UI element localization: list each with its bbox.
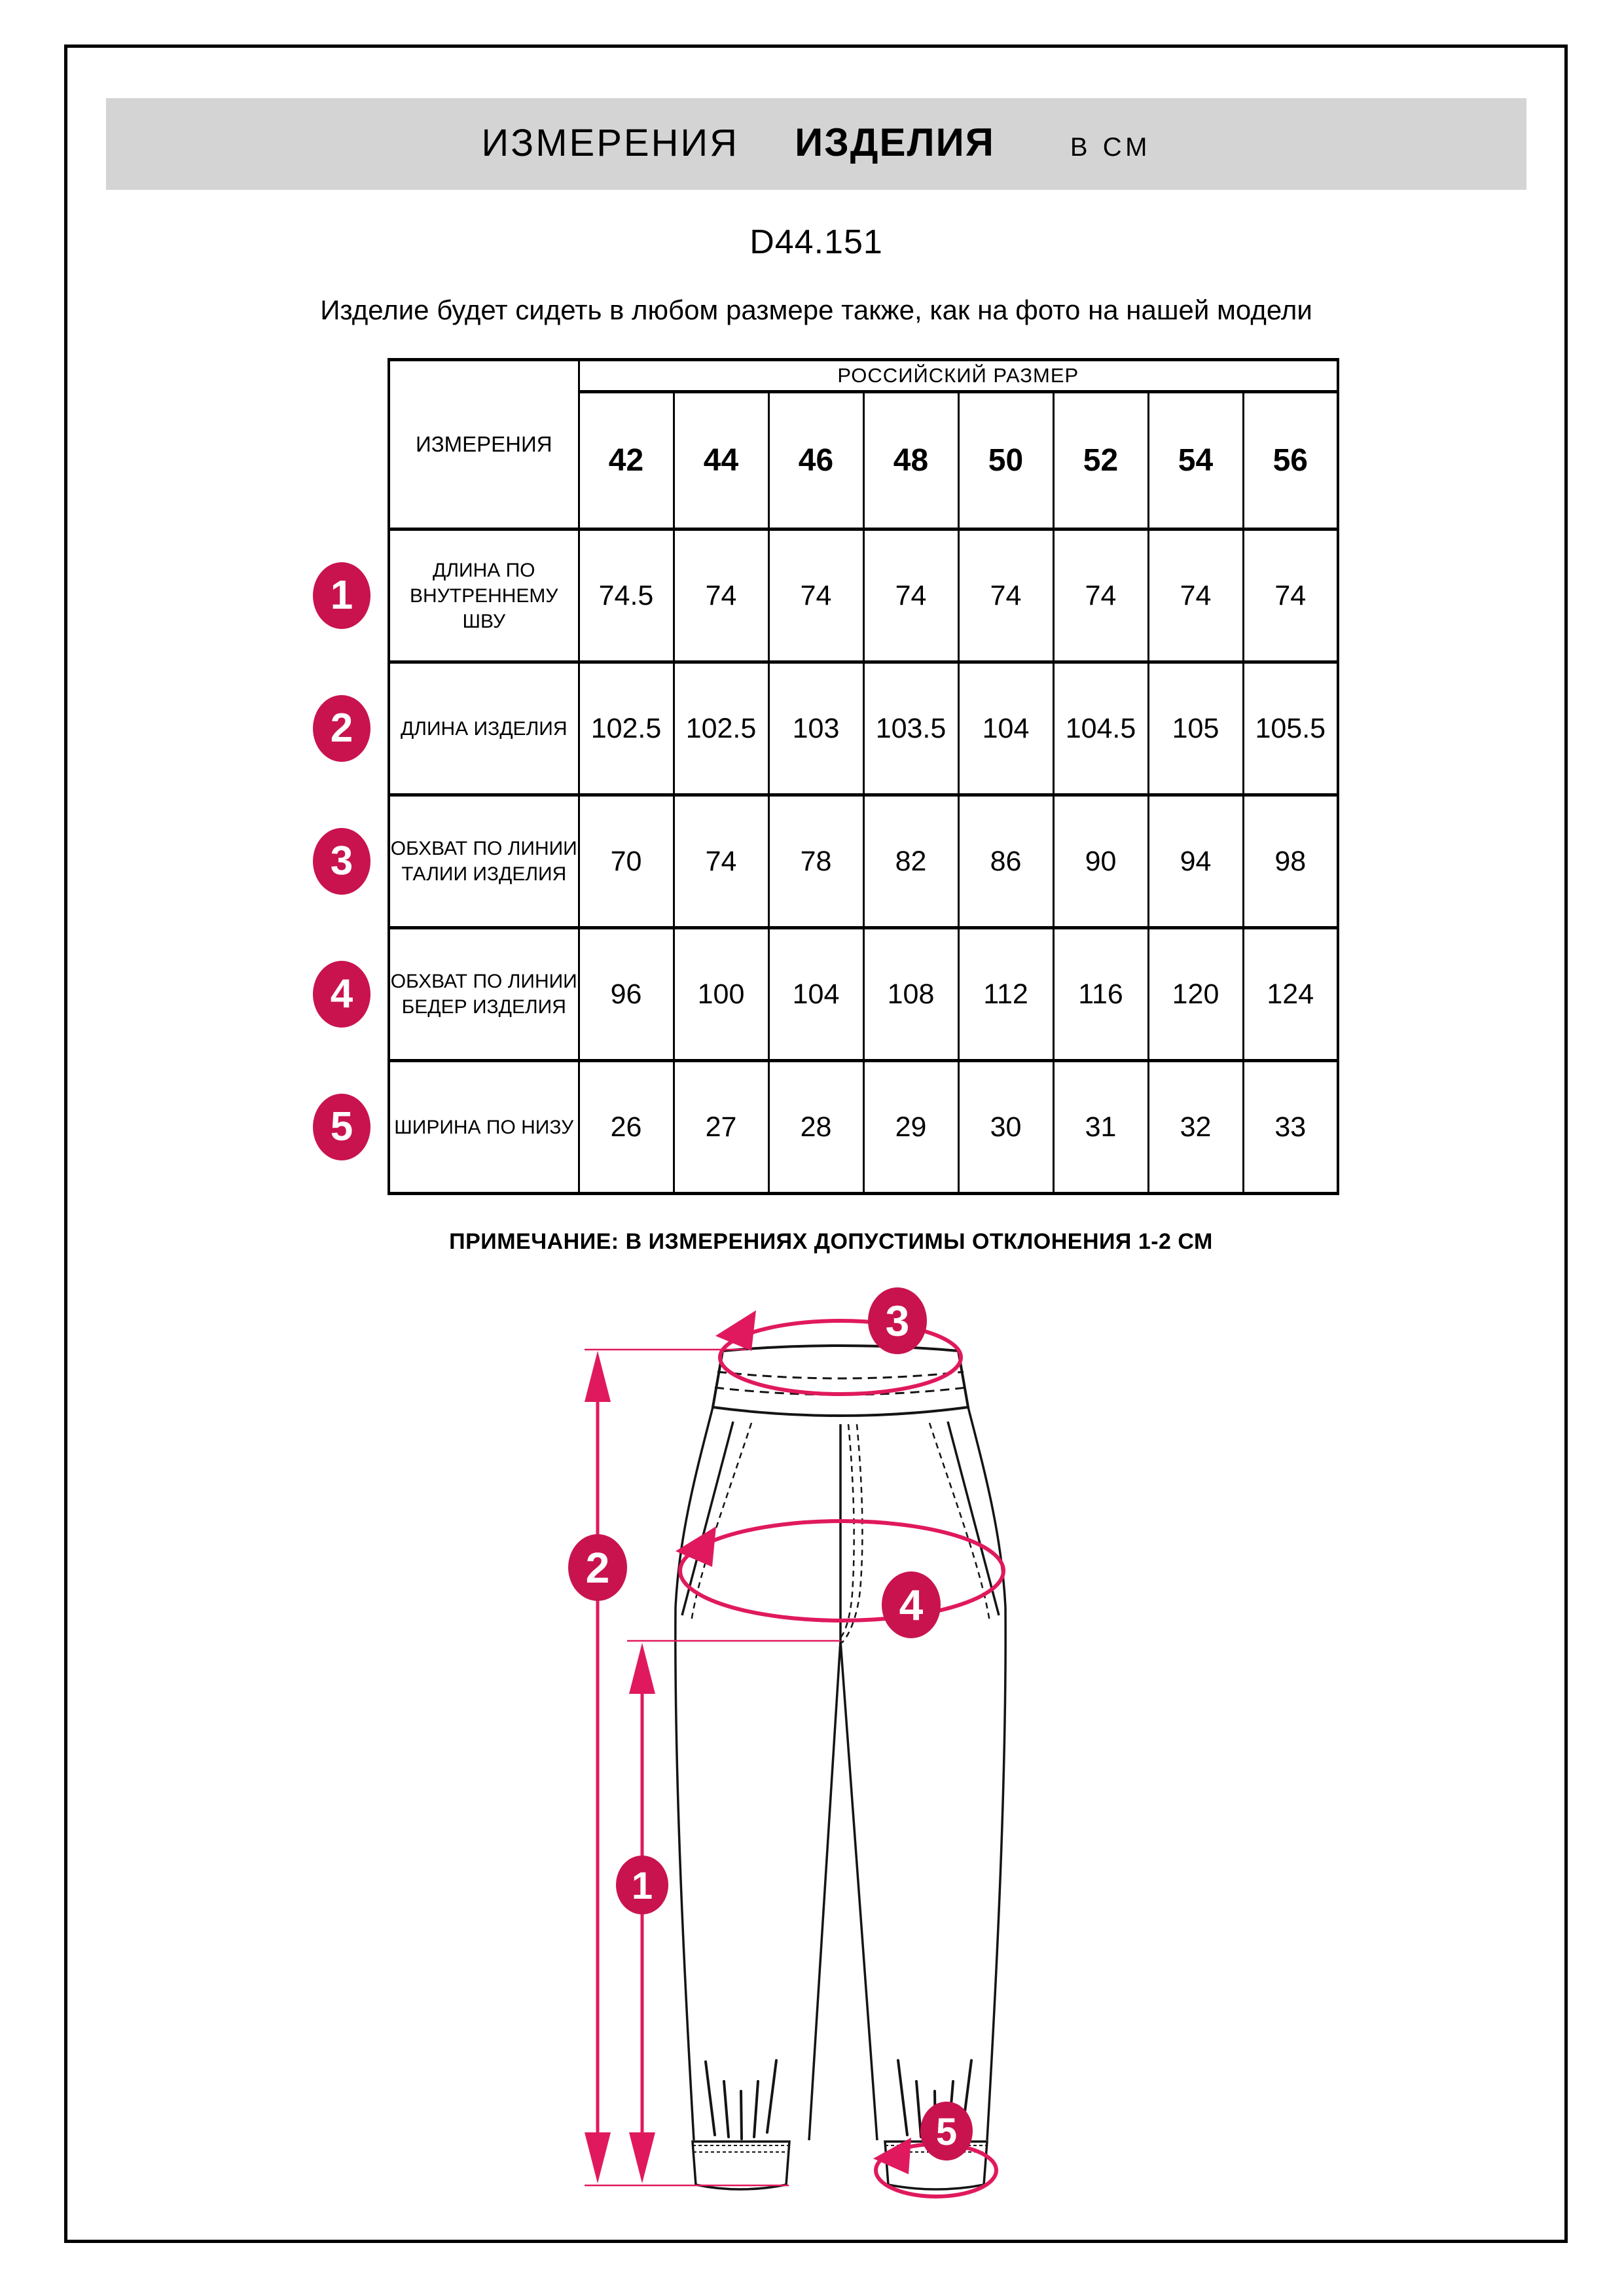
arrow-left-icon — [873, 2138, 911, 2174]
fit-subtitle: Изделие будет сидеть в любом размере также, как на фото на нашей модели — [320, 295, 1312, 325]
diagram-number-badges — [568, 1287, 973, 2161]
measure-value: 74 — [958, 529, 1053, 662]
measure-value: 26 — [579, 1061, 674, 1194]
measurements-table — [330, 358, 1339, 1195]
badge-2-label: 2 — [585, 1543, 610, 1592]
measure-value: 124 — [1243, 928, 1338, 1061]
measure-value: 74.5 — [579, 529, 674, 662]
measure-label: ДЛИНА ПО ВНУТРЕННЕМУ ШВУ — [410, 559, 558, 632]
badge-5-label: 5 — [935, 2111, 958, 2153]
measure-label: ОБХВАТ ПО ЛИНИИ БЕДЕР ИЗДЕЛИЯ — [390, 971, 577, 1018]
measure-label: ШИРИНА ПО НИЗУ — [394, 1116, 574, 1138]
size-header: 48 — [863, 392, 958, 529]
size-header: 44 — [674, 392, 768, 529]
measure-value: 32 — [1148, 1061, 1243, 1194]
measure-col-header: ИЗМЕРЕНИЯ — [389, 360, 579, 529]
measure-value: 105 — [1148, 662, 1243, 795]
title-word-izmereniya: ИЗМЕРЕНИЯ — [481, 122, 740, 164]
arrow-down-icon — [629, 2132, 655, 2183]
measure-value: 29 — [863, 1061, 958, 1194]
row-number-badge: 3 — [313, 828, 370, 895]
measure-value: 86 — [958, 795, 1053, 928]
title-word-izdeliya: ИЗДЕЛИЯ — [795, 120, 995, 164]
badge-1-label: 1 — [631, 1865, 653, 1907]
pants-body — [676, 1407, 1005, 2140]
measure-value: 120 — [1148, 928, 1243, 1061]
arrow-up-icon — [629, 1643, 655, 1694]
measure-value: 78 — [768, 795, 863, 928]
title-bar — [106, 98, 1526, 190]
reference-lines — [585, 1350, 840, 2185]
measure-2-garment-length-arrow — [585, 1351, 611, 2183]
measure-value: 70 — [579, 795, 674, 928]
table-row — [389, 662, 1338, 795]
measure-value: 103.5 — [863, 662, 958, 795]
measure-value: 28 — [768, 1061, 863, 1194]
measure-value: 94 — [1148, 795, 1243, 928]
measure-value: 27 — [674, 1061, 768, 1194]
measure-value: 104 — [768, 928, 863, 1061]
size-header: 52 — [1053, 392, 1148, 529]
row-number-badge: 5 — [313, 1094, 370, 1160]
row-number-badge: 2 — [313, 695, 370, 762]
measure-value: 74 — [863, 529, 958, 662]
measure-value: 31 — [1053, 1061, 1148, 1194]
size-header: 50 — [958, 392, 1053, 529]
product-code: D44.151 — [749, 223, 883, 261]
measure-value: 105.5 — [1243, 662, 1338, 795]
measure-value: 74 — [768, 529, 863, 662]
measure-value: 90 — [1053, 795, 1148, 928]
measure-value: 74 — [1243, 529, 1338, 662]
measure-value: 108 — [863, 928, 958, 1061]
measure-value: 74 — [674, 795, 768, 928]
size-header: 54 — [1148, 392, 1243, 529]
table-row — [389, 928, 1338, 1061]
measure-value: 82 — [863, 795, 958, 928]
size-header: 42 — [579, 392, 674, 529]
table-row — [389, 1061, 1338, 1194]
measure-value: 104 — [958, 662, 1053, 795]
measure-value: 112 — [958, 928, 1053, 1061]
measure-value: 96 — [579, 928, 674, 1061]
arrow-down-icon — [585, 2132, 611, 2183]
title-unit: В СМ — [1070, 133, 1151, 162]
measure-value: 74 — [1053, 529, 1148, 662]
badge-4-label: 4 — [899, 1581, 924, 1629]
measure-value: 102.5 — [579, 662, 674, 795]
badge-3-label: 3 — [885, 1297, 910, 1345]
measure-value: 98 — [1243, 795, 1338, 928]
left-cuff — [693, 2060, 789, 2189]
tolerance-note: ПРИМЕЧАНИЕ: В ИЗМЕРЕНИЯХ ДОПУСТИМЫ ОТКЛОНЕНИЯ 1-2 СМ — [449, 1229, 1213, 1254]
page-title — [481, 120, 1151, 164]
measure-label: ДЛИНА ИЗДЕЛИЯ — [400, 717, 568, 740]
size-group-header: РОССИЙСКИЙ РАЗМЕР — [579, 360, 1338, 392]
measure-value: 103 — [768, 662, 863, 795]
fly-stitching — [840, 1424, 862, 1643]
size-header: 46 — [768, 392, 863, 529]
table-row — [389, 529, 1338, 662]
row-number-badge: 4 — [313, 961, 370, 1028]
measure-value: 104.5 — [1053, 662, 1148, 795]
measure-label: ОБХВАТ ПО ЛИНИИ ТАЛИИ ИЗДЕЛИЯ — [390, 838, 577, 885]
measure-value: 100 — [674, 928, 768, 1061]
measure-value: 74 — [1148, 529, 1243, 662]
table-row — [389, 795, 1338, 928]
arrow-up-icon — [585, 1351, 611, 1402]
measure-value: 30 — [958, 1061, 1053, 1194]
row-number-badge: 1 — [313, 562, 370, 629]
measure-value: 74 — [674, 529, 768, 662]
measure-value: 116 — [1053, 928, 1148, 1061]
size-header: 56 — [1243, 392, 1338, 529]
arrow-left-icon — [715, 1310, 756, 1351]
pants-technical-drawing — [556, 1276, 1146, 2206]
measure-value: 102.5 — [674, 662, 768, 795]
measure-value: 33 — [1243, 1061, 1338, 1194]
